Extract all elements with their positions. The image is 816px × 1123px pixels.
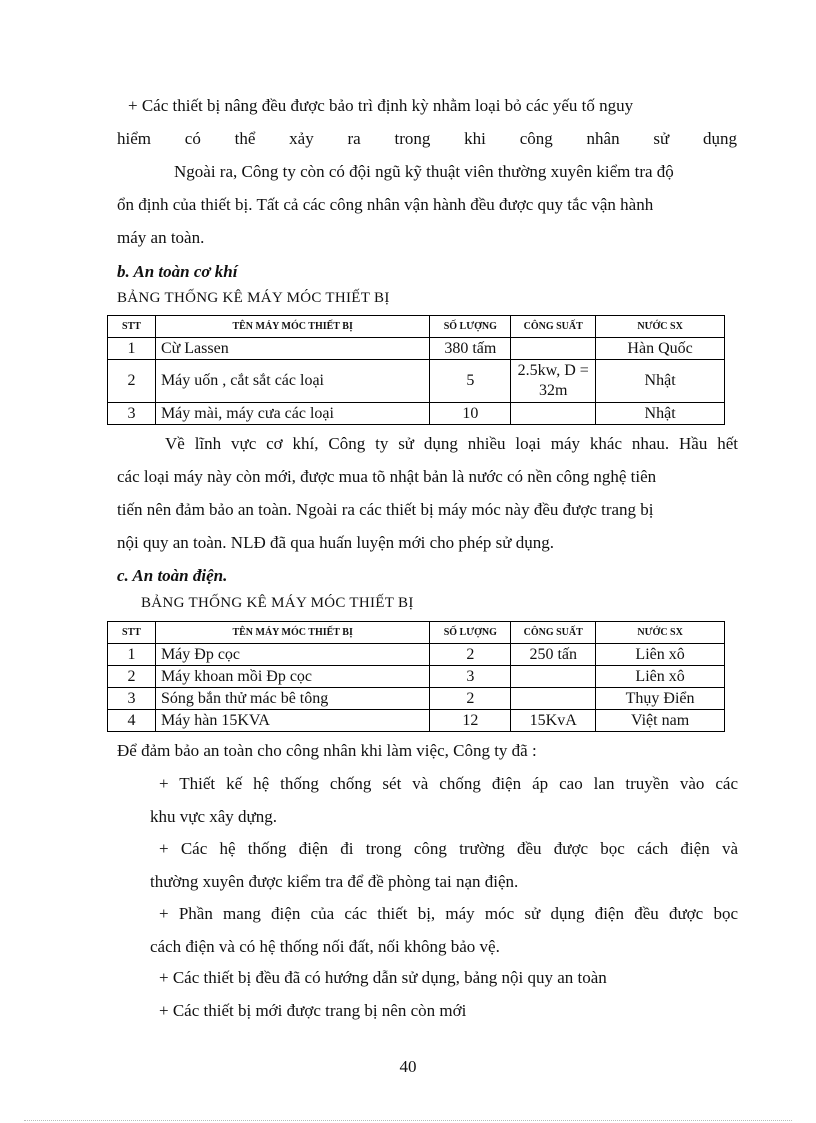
cell-stt: 2 (108, 360, 156, 403)
cell-power (511, 688, 596, 710)
table-row (108, 688, 725, 710)
intro-line-1: + Các thiết bị nâng đều được bảo trì định kỳ nhằm loại bỏ các yếu tố nguy (128, 96, 634, 115)
header-country: NƯỚC SX (596, 316, 725, 338)
footer-divider (24, 1120, 792, 1121)
cell-country: Nhật (596, 403, 725, 425)
table-row (108, 338, 725, 360)
bullet-5-line-1: + Các thiết bị mới được trang bị nên còn mới (159, 1001, 467, 1020)
cell-qty: 12 (430, 710, 511, 732)
section-c-table-caption: BẢNG THỐNG KÊ MÁY MÓC THIẾT BỊ (141, 595, 414, 611)
intro-line-4: ổn định của thiết bị. Tất cả các công nhân vận hành đều được quy tắc vận hành (117, 195, 654, 214)
bullet-1-line-1: + Thiết kế hệ thống chống sét và chống điện áp cao lan truyền vào các (159, 774, 738, 793)
header-stt: STT (108, 316, 156, 338)
header-country: NƯỚC SX (596, 622, 725, 644)
header-qty: SỐ LƯỢNG (430, 622, 511, 644)
cell-country: Hàn Quốc (596, 338, 725, 360)
intro-line-5: máy an toàn. (117, 228, 205, 247)
header-name: TÊN MÁY MÓC THIẾT BỊ (155, 316, 429, 338)
cell-stt: 2 (108, 666, 156, 688)
cell-stt: 1 (108, 644, 156, 666)
cell-name: Máy hàn 15KVA (155, 710, 429, 732)
table-row (108, 710, 725, 732)
cell-name: Cừ Lassen (155, 338, 429, 360)
section-c-heading: c. An toàn điện. (117, 566, 228, 585)
cell-country: Liên xô (596, 666, 725, 688)
cell-power: 2.5kw, D = 32m (511, 360, 596, 403)
cell-qty: 10 (430, 403, 511, 425)
header-power: CÔNG SUẤT (511, 316, 596, 338)
cell-name: Máy mài, máy cưa các loại (155, 403, 429, 425)
mechanical-equipment-table (107, 315, 725, 425)
cell-country: Nhật (596, 360, 725, 403)
table-row (108, 644, 725, 666)
cell-country: Thụy Điển (596, 688, 725, 710)
cell-power: 15KvA (511, 710, 596, 732)
cell-stt: 1 (108, 338, 156, 360)
bullet-3-line-2: cách điện và có hệ thống nối đất, nối không bảo vệ. (150, 937, 500, 956)
bullet-1-line-2: khu vực xây dựng. (150, 807, 278, 826)
intro-line-3: Ngoài ra, Công ty còn có đội ngũ kỹ thuật viên thường xuyên kiểm tra độ (174, 162, 674, 181)
cell-power (511, 403, 596, 425)
table-header-row (108, 316, 725, 338)
table-row (108, 360, 725, 403)
cell-qty: 2 (430, 644, 511, 666)
cell-name: Máy khoan mồi Đp cọc (155, 666, 429, 688)
cell-qty: 380 tấm (430, 338, 511, 360)
section-b-para-line-1: Về lĩnh vực cơ khí, Công ty sử dụng nhiều loại máy khác nhau. Hầu hết (165, 434, 738, 453)
header-stt: STT (108, 622, 156, 644)
bullet-4-line-1: + Các thiết bị đều đã có hướng dẫn sử dụng, bảng nội quy an toàn (159, 968, 607, 987)
cell-stt: 3 (108, 688, 156, 710)
section-b-para-line-2: các loại máy này còn mới, được mua tõ nhật bản là nước có nền công nghệ tiên (117, 467, 657, 486)
section-b-table-caption: BẢNG THỐNG KÊ MÁY MÓC THIẾT BỊ (117, 290, 390, 306)
cell-name: Máy uốn , cắt sắt các loại (155, 360, 429, 403)
section-b-para-line-3: tiến nên đảm bảo an toàn. Ngoài ra các thiết bị máy móc này đều được trang bị (117, 500, 654, 519)
cell-qty: 2 (430, 688, 511, 710)
page-number: 40 (399, 1057, 417, 1076)
electrical-equipment-table (107, 621, 725, 732)
cell-country: Liên xô (596, 644, 725, 666)
bullet-3-line-1: + Phần mang điện của các thiết bị, máy móc sử dụng điện đều được bọc (159, 904, 738, 923)
section-c-lead: Để đảm bảo an toàn cho công nhân khi làm việc, Công ty đã : (117, 741, 537, 760)
cell-qty: 5 (430, 360, 511, 403)
header-power: CÔNG SUẤT (511, 622, 596, 644)
cell-power: 250 tấn (511, 644, 596, 666)
bullet-2-line-2: thường xuyên được kiểm tra để đề phòng tai nạn điện. (150, 872, 519, 891)
table-row (108, 403, 725, 425)
table-row (108, 666, 725, 688)
cell-stt: 3 (108, 403, 156, 425)
bullet-2-line-1: + Các hệ thống điện đi trong công trường đều được bọc cách điện và (159, 839, 738, 858)
cell-stt: 4 (108, 710, 156, 732)
table-header-row (108, 622, 725, 644)
section-b-para-line-4: nội quy an toàn. NLĐ đã qua huấn luyện mới cho phép sử dụng. (117, 533, 554, 552)
intro-line-2: hiểm có thể xảy ra trong khi công nhân sử dụng (117, 129, 737, 148)
cell-qty: 3 (430, 666, 511, 688)
header-qty: SỐ LƯỢNG (430, 316, 511, 338)
cell-name: Máy Đp cọc (155, 644, 429, 666)
cell-name: Sóng bắn thử mác bê tông (155, 688, 429, 710)
section-b-heading: b. An toàn cơ khí (117, 262, 238, 281)
header-name: TÊN MÁY MÓC THIẾT BỊ (155, 622, 429, 644)
cell-country: Việt nam (596, 710, 725, 732)
cell-power (511, 338, 596, 360)
cell-power (511, 666, 596, 688)
